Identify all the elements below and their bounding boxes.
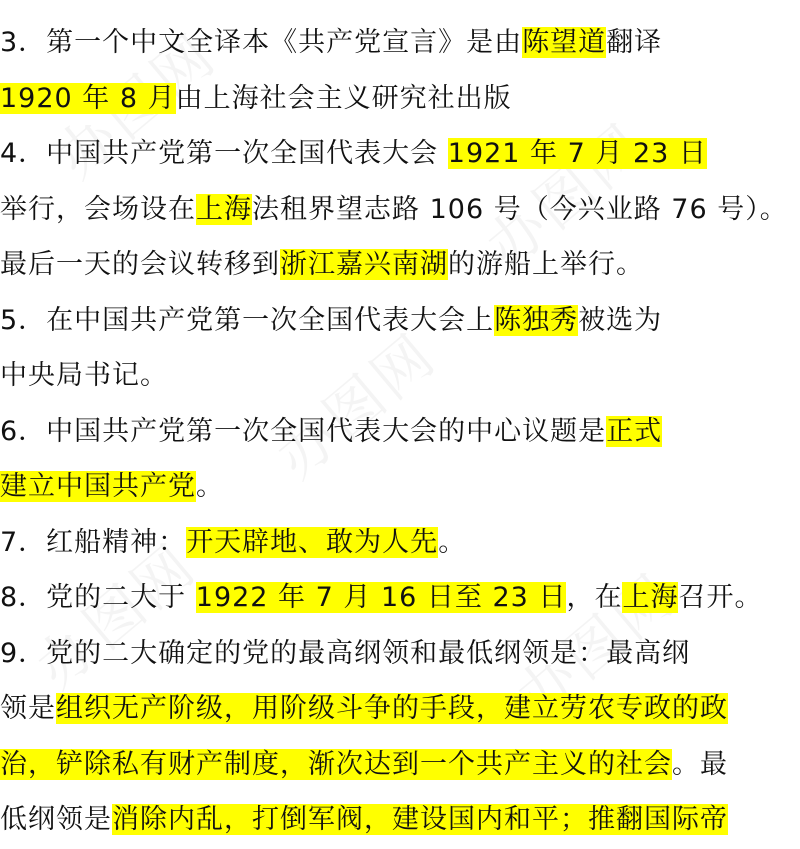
highlighted-text: 1920 年 8 月 [0,82,176,114]
text-segment: 召开。 [678,582,763,613]
text-line [0,125,800,183]
text-segment: 翻译 [606,27,663,58]
text-segment: 低纲领是 [0,804,112,835]
highlighted-text: 上海 [196,193,252,225]
text-line [0,625,800,683]
text-segment: 领是 [0,693,56,724]
highlighted-text: 建立中国共产党 [0,471,196,502]
text-segment: 中央局书记。 [0,360,168,391]
highlighted-text: 组织无产阶级，用阶级斗争的手段，建立劳农专政的政 [56,693,728,724]
text-segment: 4．中国共产党第一次全国代表大会 [0,138,448,169]
text-segment: 。 [196,471,224,502]
text-segment: 6．中国共产党第一次全国代表大会的中心议题是 [0,415,607,447]
text-line [0,236,800,294]
text-line [0,458,800,516]
highlighted-text: 陈望道 [522,27,607,58]
text-segment: 5．在中国共产党第一次全国代表大会上 [0,304,495,336]
highlighted-text: 正式 [606,415,663,447]
highlighted-text: 浙江嘉兴南湖 [280,249,448,280]
text-line [0,514,800,572]
highlighted-text: 开天辟地、敢为人先 [186,526,439,558]
text-line [0,403,800,461]
text-line [0,736,800,794]
highlighted-text: 上海 [622,582,679,613]
highlighted-text: 1922 年 7 月 16 日至 23 日 [195,582,567,613]
text-segment: 被选为 [578,304,663,336]
highlighted-text: 1921 年 7 月 23 日 [447,138,707,169]
text-line [0,791,800,849]
text-segment: 法租界望志路 106 号（今兴业路 76 号）。 [252,193,788,225]
highlighted-text: 陈独秀 [494,304,579,336]
text-segment: 由上海社会主义研究社出版 [175,82,512,114]
text-segment: 举行，会场设在 [0,193,196,225]
text-segment: 最后一天的会议转移到 [0,249,280,280]
text-line [0,181,800,239]
highlighted-text: 消除内乱，打倒军阀，建设国内和平；推翻国际帝 [112,804,728,835]
text-segment: 3．第一个中文全译本《共产党宣言》是由 [0,27,523,58]
text-segment: 7．红船精神： [0,526,187,558]
text-line [0,70,800,128]
text-line [0,14,800,72]
text-segment: 9．党的二大确定的党的最高纲领和最低纲领是：最高纲 [0,637,691,669]
highlighted-text: 治，铲除私有财产制度，渐次达到一个共产主义的社会 [0,748,672,780]
text-segment: 的游船上举行。 [448,249,644,280]
text-segment: ，在 [566,582,623,613]
text-line [0,292,800,350]
text-line [0,347,800,405]
text-segment: 。最 [672,748,728,780]
text-segment: 8．党的二大于 [0,582,196,613]
text-segment: 。 [438,526,467,558]
text-line [0,680,800,738]
text-line [0,569,800,627]
